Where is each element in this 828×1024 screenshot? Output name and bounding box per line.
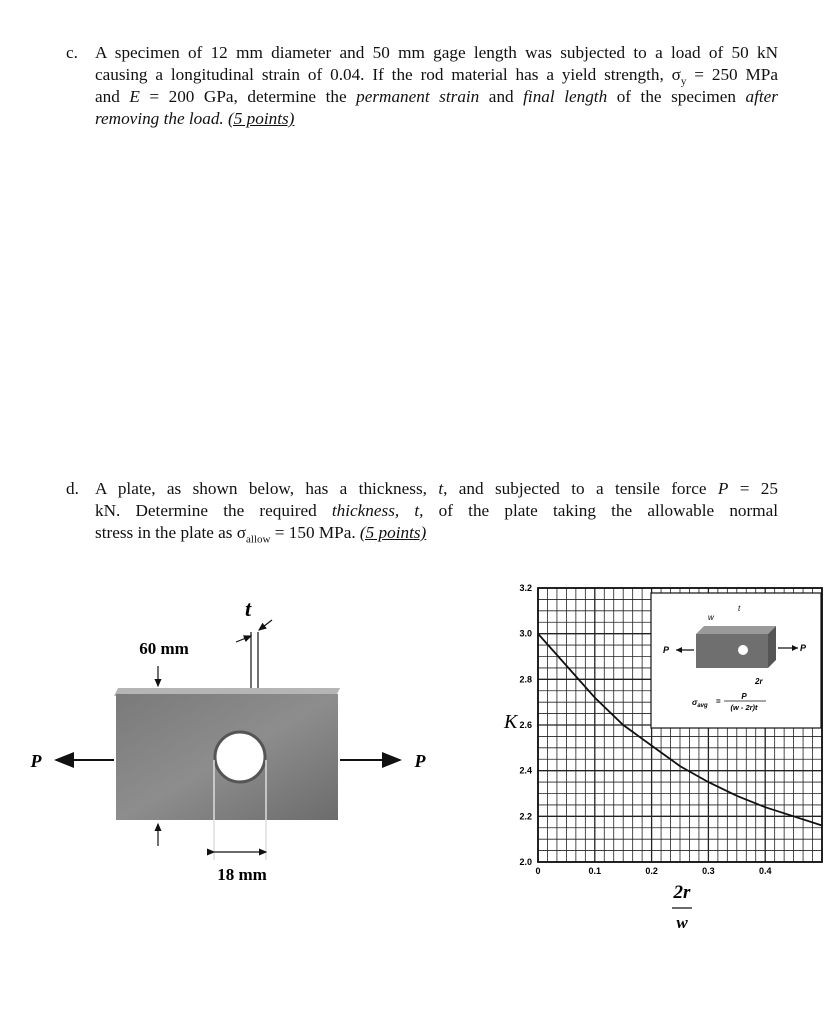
- y-tick-label: 3.2: [519, 583, 532, 593]
- problem-d-points: (5 points): [359, 523, 427, 542]
- problem-c-l3-b: = 200 GPa, determine the: [139, 87, 357, 106]
- force-label-left: P: [30, 751, 42, 771]
- force-label-right: P: [414, 751, 426, 771]
- problem-c-line-4: [95, 108, 778, 130]
- problem-c-l3-d: of the specimen: [607, 87, 746, 106]
- problem-d-l1-c: = 25: [728, 479, 778, 498]
- problem-c-line-2-tail: = 250 MPa: [686, 65, 778, 84]
- problem-d-text: [95, 478, 778, 544]
- inset-2r-label: 2r: [755, 677, 763, 686]
- after-emphasis: after: [745, 87, 778, 106]
- y-tick-label: 2.0: [519, 857, 532, 867]
- yield-subscript: y: [680, 75, 687, 88]
- inset-p-left: P: [662, 645, 669, 655]
- plate-hole: [215, 732, 265, 782]
- x-tick-label: 0.1: [588, 866, 602, 876]
- problem-d: [66, 478, 778, 544]
- y-tick-label: 2.6: [519, 720, 532, 730]
- force-symbol: P: [717, 479, 729, 498]
- problem-c-text: [95, 42, 778, 130]
- y-tick-label: 2.4: [519, 765, 532, 776]
- problem-c-l3-a: and: [95, 87, 130, 106]
- problem-d-label: d.: [66, 479, 79, 498]
- inset-plate-top: [696, 626, 776, 634]
- hole-diameter-label: 18 mm: [217, 865, 267, 884]
- thickness-symbol: t: [438, 479, 444, 498]
- problem-c-l3-c: and: [479, 87, 524, 106]
- problem-d-l3-a: stress in the plate as σ: [95, 523, 247, 542]
- inset-formula-eq: =: [716, 697, 721, 706]
- problem-c-points: (5 points): [228, 109, 295, 128]
- inset-t-label: t: [738, 604, 741, 613]
- thickness-label: t: [244, 596, 252, 621]
- y-tick-label: 3.0: [519, 628, 532, 639]
- problem-d-l1-a: A plate, as shown below, has a thickness,: [95, 479, 439, 498]
- plate-diagram: [0, 580, 470, 910]
- x-axis-label: [672, 882, 692, 932]
- problem-c: [66, 42, 778, 130]
- thickness-arrow-left: [236, 636, 251, 642]
- problem-c-label: c.: [66, 43, 78, 62]
- problem-d-line-3: [95, 522, 778, 544]
- inset-plate-body: [696, 634, 768, 668]
- x-tick-label: 0.2: [645, 866, 658, 876]
- thickness-arrow-right: [259, 620, 272, 630]
- problem-d-line-1: [95, 478, 778, 500]
- inset-formula-num: P: [741, 692, 747, 701]
- x-tick-label: 0.4: [758, 866, 772, 876]
- thickness-emphasis: thickness, t,: [331, 501, 424, 520]
- problem-d-l3-b: = 150 MPa.: [270, 523, 360, 542]
- inset-formula-lhs: $\sigma_{avg}$: [692, 698, 708, 709]
- width-label: 60 mm: [139, 639, 189, 658]
- y-tick-label: 2.8: [519, 674, 532, 685]
- inset-hole: [738, 645, 748, 655]
- inset-formula-den: (w - 2r)t: [730, 703, 758, 712]
- x-axis-label-denominator: w: [676, 913, 688, 932]
- removing-load-emphasis: removing the load.: [95, 109, 224, 128]
- problem-c-line-1: A specimen of 12 mm diameter and 50 mm gage length was subjected to a load of 50 kN: [95, 43, 778, 62]
- chart-inset: [651, 593, 821, 728]
- permanent-strain-emphasis: permanent strain: [356, 87, 480, 106]
- y-tick-label: 2.2: [519, 811, 532, 822]
- inset-p-right: P: [800, 643, 807, 653]
- problem-d-line-2: [95, 500, 778, 522]
- stress-concentration-chart: [480, 578, 828, 938]
- inset-w-label: w: [708, 613, 714, 622]
- problem-c-line-2-text: causing a longitudinal strain of 0.04. If the rod material has a yield strength, σ: [95, 65, 681, 84]
- x-axis-label-numerator: 2r: [673, 882, 691, 903]
- allow-subscript: allow: [246, 533, 271, 546]
- problem-d-l1-b: , and subjected to a tensile force: [443, 479, 718, 498]
- problem-c-line-3: [95, 86, 778, 108]
- x-tick-label: 0: [535, 866, 541, 876]
- x-tick-label: 0.3: [702, 866, 715, 876]
- problem-d-l2-b: of the plate taking the allowable normal: [423, 501, 779, 520]
- final-length-emphasis: final length: [523, 87, 608, 106]
- problem-d-l2-a: kN. Determine the required: [95, 501, 332, 520]
- y-axis-label: K: [504, 711, 518, 733]
- modulus-symbol: E: [129, 87, 140, 106]
- problem-c-line-2: [95, 64, 778, 86]
